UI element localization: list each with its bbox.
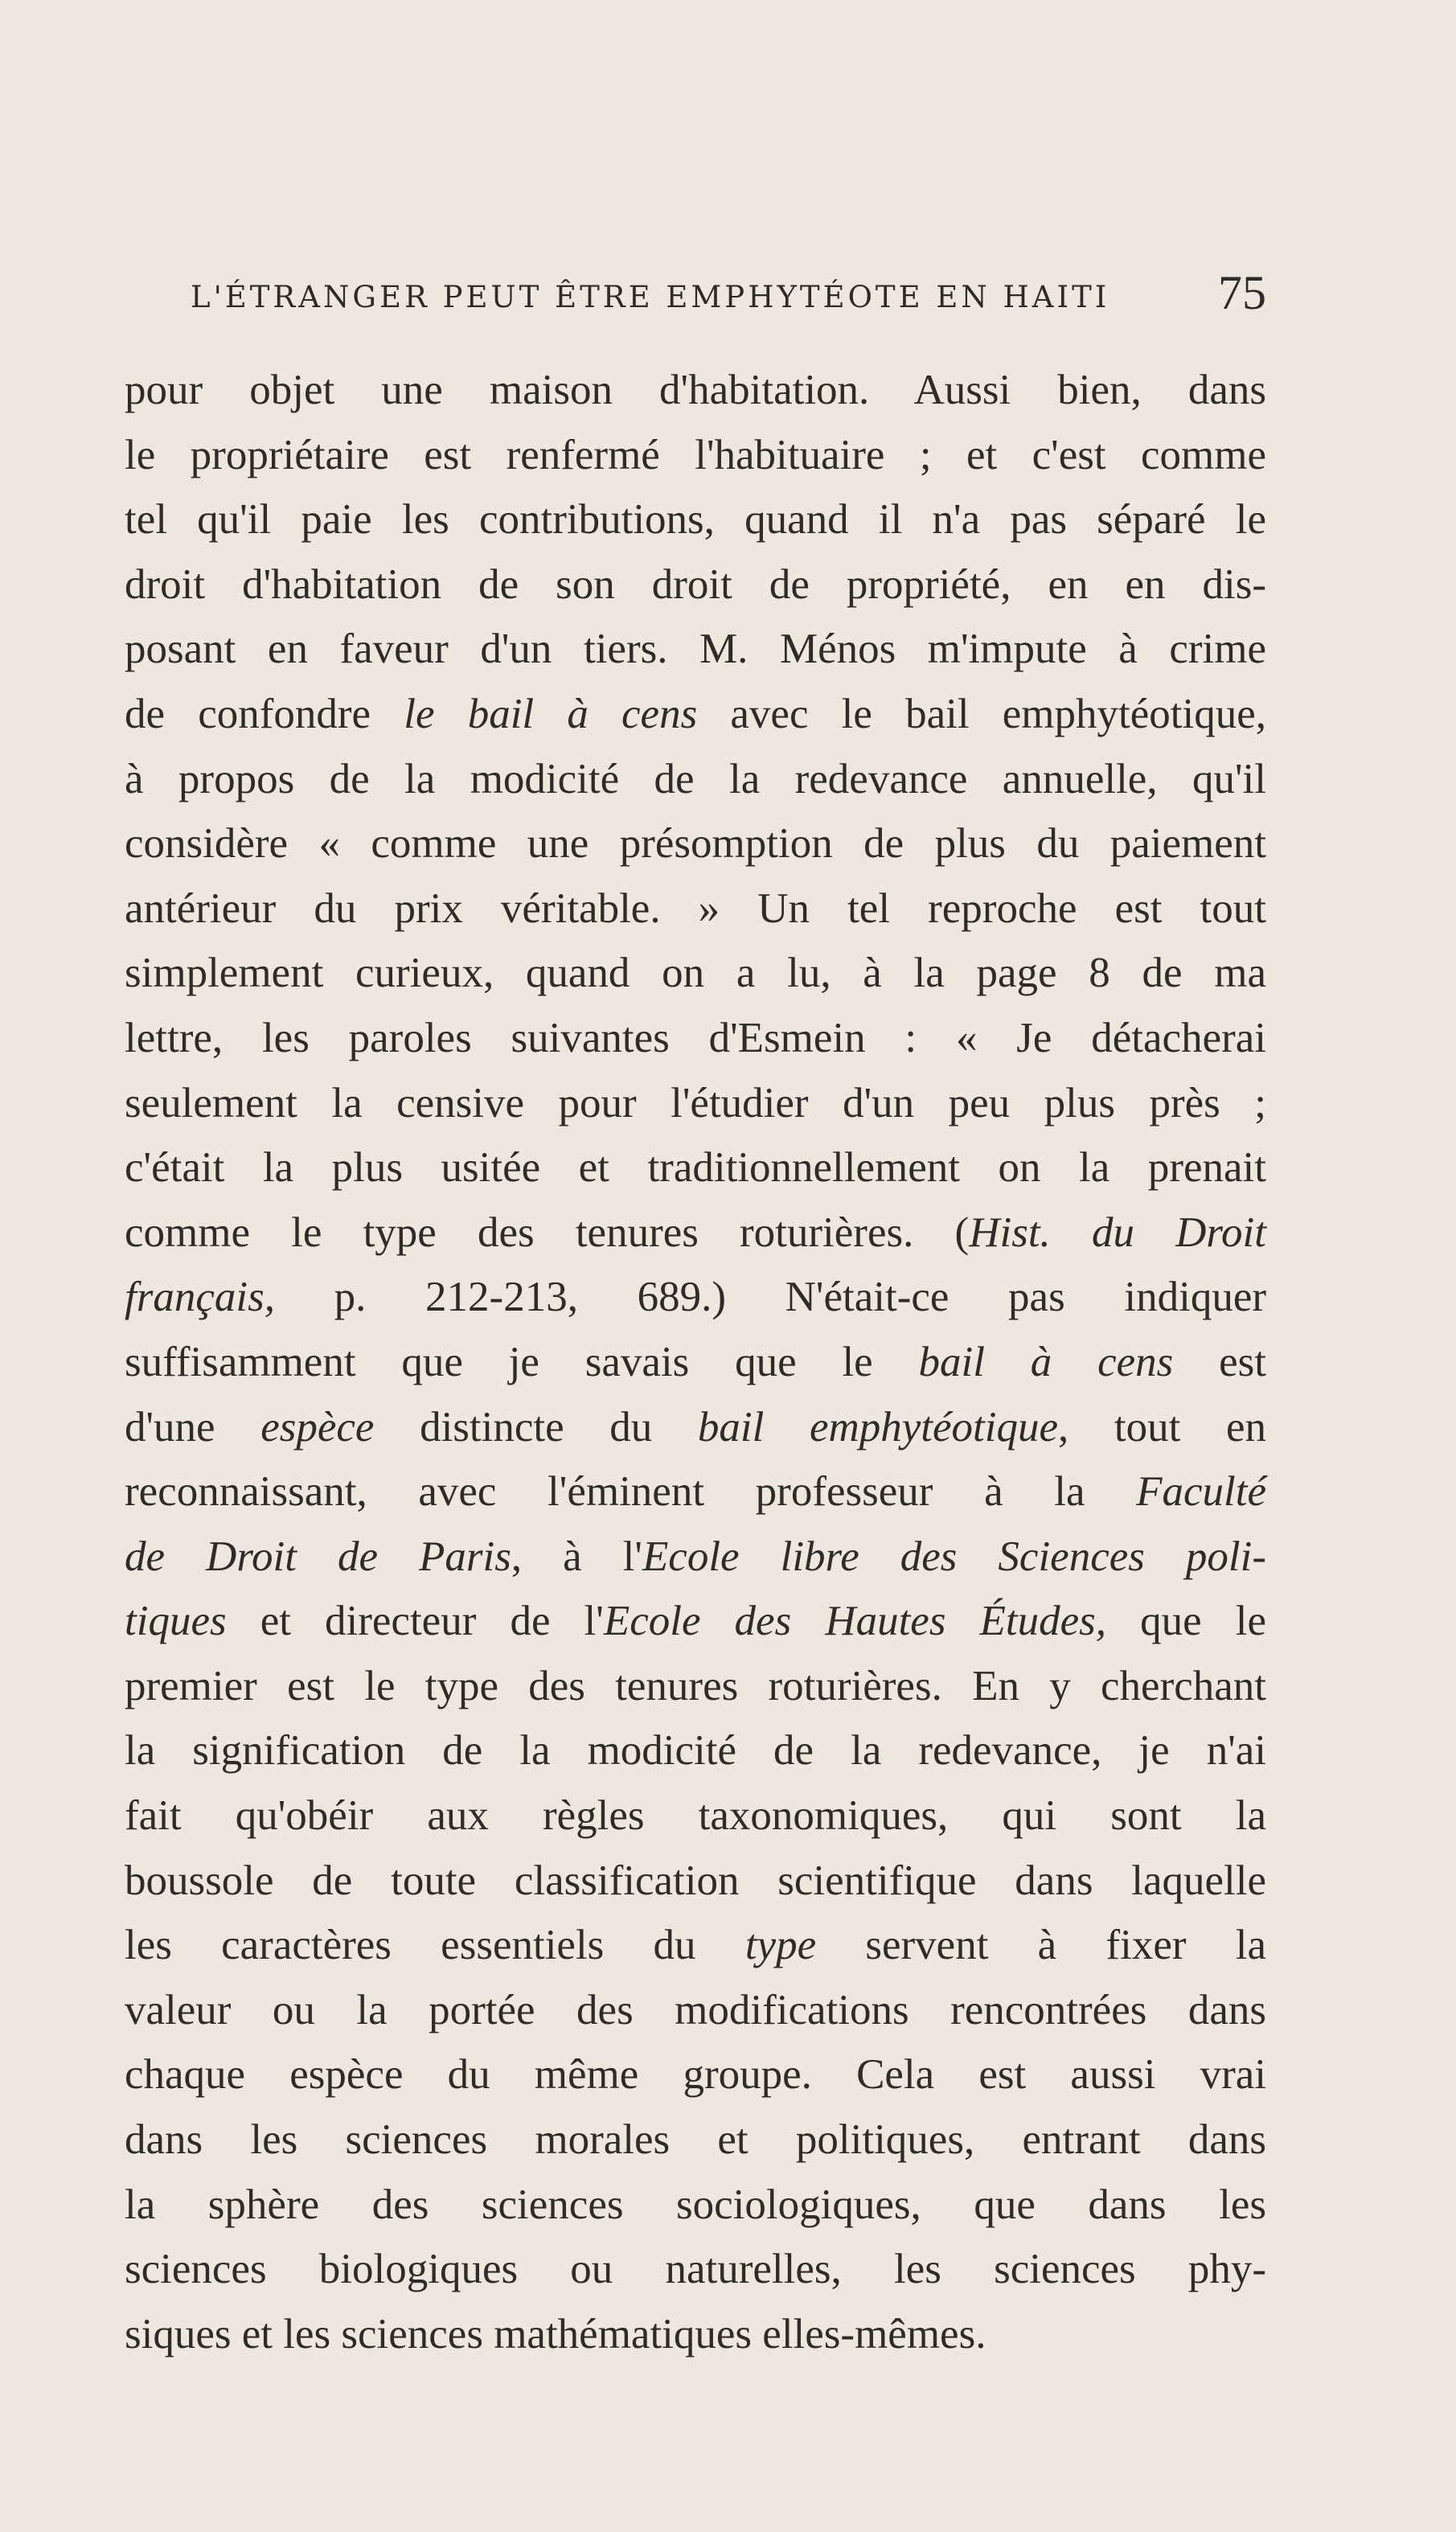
text-line xyxy=(125,1718,1266,1783)
text-line xyxy=(125,552,1266,618)
text-segment: et directeur de l' xyxy=(226,1598,604,1645)
text-line xyxy=(125,1071,1266,1136)
text-segment: la sphère des sciences sociologiques, que dans les xyxy=(125,2181,1266,2228)
text-segment: la signification de la modicité de la redevance, je n'ai xyxy=(125,1727,1266,1775)
italic-text: espèce xyxy=(260,1403,375,1451)
text-line xyxy=(125,358,1266,423)
text-line xyxy=(125,423,1266,488)
page-header xyxy=(0,265,1456,338)
text-segment: antérieur du prix véritable. » Un tel reproche est tout xyxy=(125,884,1266,932)
text-segment: reconnaissant, avec l'éminent professeur à la xyxy=(125,1468,1137,1516)
italic-text: français, xyxy=(125,1274,275,1321)
text-segment: pour objet une maison d'habitation. Aussi bien, dans xyxy=(125,367,1266,413)
text-line xyxy=(125,2237,1266,2302)
text-segment: lettre, les paroles suivantes d'Esmein : « Je détacherai xyxy=(125,1014,1266,1061)
text-segment: est xyxy=(1173,1338,1266,1385)
text-line xyxy=(125,1200,1266,1266)
text-line xyxy=(125,2107,1266,2173)
text-segment: simplement curieux, quand on a lu, à la page 8 de ma xyxy=(125,950,1266,997)
text-line xyxy=(125,747,1266,812)
text-line xyxy=(125,1978,1266,2043)
text-line xyxy=(125,682,1266,747)
text-segment: les caractères essentiels du xyxy=(125,1922,745,1969)
text-segment: suffisamment que je savais que le xyxy=(125,1338,919,1385)
text-segment: avec le bail emphytéotique, xyxy=(697,690,1266,737)
text-segment: , tout en xyxy=(1058,1403,1266,1451)
text-segment: premier est le type des tenures roturières. En y cherchant xyxy=(125,1662,1266,1709)
text-segment: considère « comme une présomption de plus du paiement xyxy=(125,820,1266,868)
text-line xyxy=(125,941,1266,1006)
text-line xyxy=(125,1265,1266,1330)
text-segment: tel qu'il paie les contributions, quand il n'a pas séparé le xyxy=(125,496,1266,544)
italic-text: Faculté xyxy=(1136,1468,1266,1516)
text-segment: à propos de la modicité de la redevance annuelle, qu'il xyxy=(125,755,1266,802)
text-segment: c'était la plus usitée et traditionnellement on la prenait xyxy=(125,1144,1266,1192)
text-segment: d'une xyxy=(125,1403,261,1451)
text-line xyxy=(125,1654,1266,1719)
text-line xyxy=(125,811,1266,876)
text-line xyxy=(125,617,1266,682)
text-line xyxy=(125,1525,1266,1590)
text-segment: p. 212-213, 689.) N'était-ce pas indiquer xyxy=(274,1274,1266,1321)
text-segment: valeur ou la portée des modifications rencontrées dans xyxy=(125,1986,1266,2033)
text-segment: siques et les sciences mathématiques elles-mêmes. xyxy=(125,2310,986,2358)
text-segment: le propriétaire est renfermé l'habituaire ; et c'est comme xyxy=(125,431,1266,478)
text-line xyxy=(125,876,1266,942)
text-segment: posant en faveur d'un tiers. M. Ménos m'impute à crime xyxy=(125,626,1266,673)
text-segment: de confondre xyxy=(125,690,404,737)
text-segment: , à l' xyxy=(511,1533,642,1580)
text-line xyxy=(125,1589,1266,1654)
italic-text: tiques xyxy=(125,1598,227,1645)
text-line xyxy=(125,2173,1266,2238)
text-line xyxy=(125,2042,1266,2107)
text-segment: chaque espèce du même groupe. Cela est aussi vrai xyxy=(125,2051,1266,2099)
text-segment: droit d'habitation de son droit de propriété, en en dis- xyxy=(125,560,1266,608)
text-line xyxy=(125,1395,1266,1460)
italic-text: de Droit de Paris xyxy=(125,1533,511,1580)
italic-text: Ecole libre des Sciences poli- xyxy=(642,1533,1266,1580)
italic-text: Ecole des Hautes Études, xyxy=(603,1598,1107,1645)
text-line xyxy=(125,1330,1266,1395)
text-line xyxy=(125,1135,1266,1200)
text-segment: fait qu'obéir aux règles taxonomiques, qui sont la xyxy=(125,1792,1266,1840)
text-segment: seulement la censive pour l'étudier d'un peu plus près ; xyxy=(125,1079,1266,1126)
text-line xyxy=(125,1459,1266,1525)
text-line xyxy=(125,1849,1266,1914)
text-segment: distincte du xyxy=(374,1403,698,1451)
text-line xyxy=(125,1783,1266,1849)
text-segment: dans les sciences morales et politiques, entrant dans xyxy=(125,2116,1266,2164)
text-segment: comme le type des tenures roturières. ( xyxy=(125,1209,970,1256)
text-line xyxy=(125,2302,1266,2367)
body-text xyxy=(125,358,1266,2366)
text-segment: boussole de toute classification scientifique dans laquelle xyxy=(125,1857,1266,1904)
text-line xyxy=(125,1913,1266,1978)
text-line xyxy=(125,1006,1266,1071)
running-title: L'ÉTRANGER PEUT ÊTRE EMPHYTÉOTE EN HAITI xyxy=(191,280,1110,314)
text-segment: que le xyxy=(1106,1598,1266,1645)
italic-text: type xyxy=(744,1922,817,1969)
text-segment: servent à fixer la xyxy=(816,1922,1267,1969)
text-line xyxy=(125,487,1266,552)
page-number: 75 xyxy=(1218,266,1266,319)
text-segment: sciences biologiques ou naturelles, les sciences phy- xyxy=(125,2246,1266,2293)
italic-text: bail emphytéotique xyxy=(697,1403,1059,1451)
italic-text: le bail à cens xyxy=(404,690,698,737)
italic-text: Hist. du Droit xyxy=(969,1209,1267,1256)
italic-text: bail à cens xyxy=(918,1338,1174,1385)
